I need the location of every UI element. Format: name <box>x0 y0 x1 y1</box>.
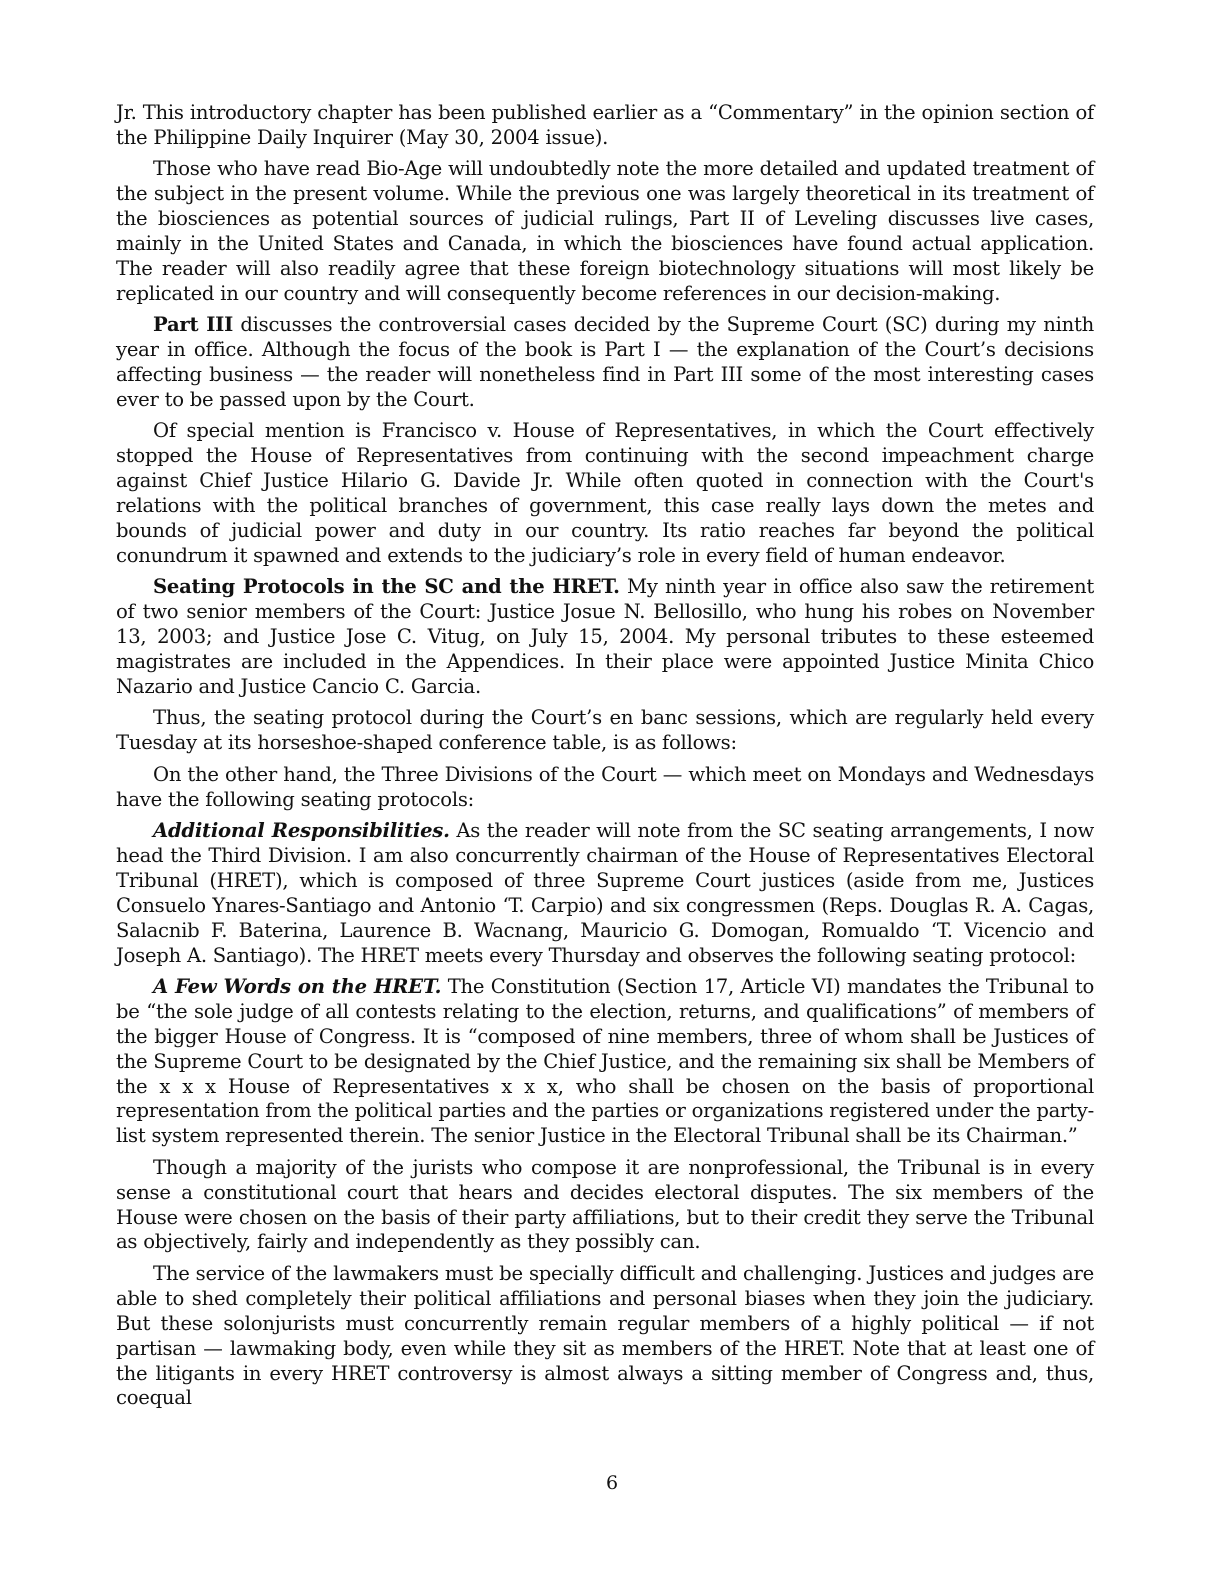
paragraph-6 <box>116 706 1094 756</box>
paragraph-3 <box>116 313 1094 413</box>
paragraph-10-text: Though a majority of the jurists who compose it are nonprofessional, the Tribunal is in every sense a constitutional court that hears and decides electoral disputes. The six members of the House were chosen on the basis of their party affiliations, but to their credit they serve the Tribunal as objectively, fairly and independently as they possibly can. <box>116 1155 1094 1254</box>
paragraph-9 <box>116 975 1094 1149</box>
page-body <box>116 101 1094 1418</box>
paragraph-3-lead: Part III <box>153 313 233 337</box>
page-number: 6 <box>605 1472 619 1494</box>
paragraph-9-text: The Constitution (Section 17, Article VI) mandates the Tribunal to be “the sole judge of all contests relating to the election, returns, and qualifications” of members of the bigger House of Congress. It is “composed of nine members, three of whom shall be Justices of the Supreme Court to be designated by the Chief Justice, and the remaining six shall be Members of the x x x House of Representatives x x x, who shall be chosen on the basis of proportional representation from the political parties and the parties or organizations registered under the party-list system represented therein. The senior Justice in the Electoral Tribunal shall be its Chairman.” <box>116 974 1095 1148</box>
paragraph-8 <box>116 819 1094 968</box>
paragraph-2 <box>116 157 1094 306</box>
section-heading-few-words-hret: A Few Words on the HRET. <box>153 974 442 998</box>
paragraph-1 <box>116 101 1094 151</box>
paragraph-11-text: The service of the lawmakers must be specially difficult and challenging. Justices and judges are able to shed completely their political affiliations and personal biases when they join the judiciary. But these solonjurists must concurrently remain regular members of a highly political — if not partisan — lawmaking body, even while they sit as members of the HRET. Note that at least one of the litigants in every HRET controversy is almost always a sitting member of Congress and, thus, coequal <box>116 1261 1094 1410</box>
paragraph-4 <box>116 419 1094 568</box>
paragraph-4-text: Of special mention is Francisco v. House of Representatives, in which the Court effectively stopped the House of Representatives from continuing with the second impeachment charge against Chief Justice Hilario G. Davide Jr. While often quoted in connection with the Court's relations with the political branches of government, this case really lays down the metes and bounds of judicial power and duty in our country. Its ratio reaches far beyond the political conundrum it spawned and extends to the judiciary’s role in every field of human endeavor. <box>116 419 1094 567</box>
paragraph-5-text: My ninth year in office also saw the retirement of two senior members of the Court: Justice Josue N. Bellosillo, who hung his robes on November 13, 2003; and Justice Jose C. Vitug, on July 15, 2004. My personal tributes to these esteemed magistrates are included in the Appendices. In their place were appointed Justice Minita Chico Nazario and Justice Cancio C. Garcia. <box>116 575 1094 698</box>
paragraph-8-text: As the reader will note from the SC seating arrangements, I now head the Third Division. I am also concurrently chairman of the House of Representatives Electoral Tribunal (HRET), which is composed of three Supreme Court justices (aside from me, Justices Consuelo Ynares-Santiago and Antonio ‘T. Carpio) and six congressmen (Reps. Douglas R. A. Cagas, Salacnib F. Baterina, Laurence B. Wacnang, Mauricio G. Domogan, Romualdo ‘T. Vicencio and Joseph A. Santiago). The HRET meets every Thursday and observes the following seating protocol: <box>116 818 1094 967</box>
paragraph-7 <box>116 763 1094 813</box>
paragraph-6-text: Thus, the seating protocol during the Court’s en banc sessions, which are regularly held every Tuesday at its horseshoe-shaped conference table, is as follows: <box>116 706 1094 755</box>
paragraph-7-text: On the other hand, the Three Divisions of the Court — which meet on Mondays and Wednesdays have the following seating protocols: <box>116 762 1094 811</box>
paragraph-2-text: Those who have read Bio-Age will undoubtedly note the more detailed and updated treatment of the subject in the present volume. While the previous one was largely theoretical in its treatment of the biosciences as potential sources of judicial rulings, Part II of Leveling discusses live cases, mainly in the United States and Canada, in which the biosciences have found actual application. The reader will also readily agree that these foreign biotechnology situations will most likely be replicated in our country and will consequently become references in our decision-making. <box>116 157 1094 305</box>
paragraph-3-text: discusses the controversial cases decided by the Supreme Court (SC) during my ninth year in office. Although the focus of the book is Part I — the explanation of the Court’s decisions affecting business — the reader will nonetheless find in Part III some of the most interesting cases ever to be passed upon by the Court. <box>116 313 1094 411</box>
section-heading-additional-responsibilities: Additional Responsibilities. <box>153 818 450 842</box>
paragraph-11 <box>116 1262 1094 1411</box>
paragraph-1-text: Jr. This introductory chapter has been published earlier as a “Commentary” in the opinion section of the Philippine Daily Inquirer (May 30, 2004 issue). <box>116 101 1094 149</box>
section-heading-seating-protocols: Seating Protocols in the SC and the HRET. <box>153 575 620 599</box>
paragraph-10 <box>116 1156 1094 1256</box>
paragraph-5 <box>116 575 1094 700</box>
